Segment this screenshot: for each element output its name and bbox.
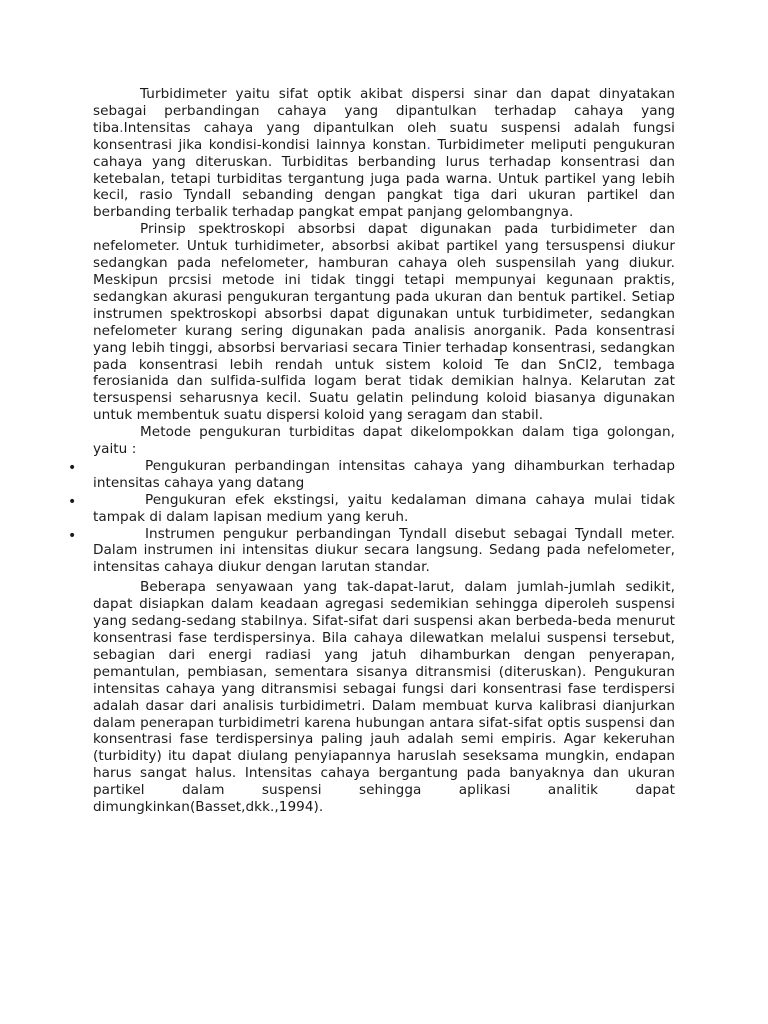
bullet-list: [68, 457, 675, 576]
list-item-text: Pengukuran perbandingan intensitas cahaya yang dihamburkan terhadap intensitas cahaya yang datang: [93, 457, 675, 491]
paragraph-insoluble-compounds: Beberapa senyawaan yang tak-dapat-larut, dalam jumlah-jumlah sedikit, dapat disiapkan dalam keadaan agregasi sedemikian sehingga diperoleh suspensi yang sedang-sedang stabilnya. Sifat-sifat dari suspensi akan berbeda-beda menurut konsentrasi fase terdispersinya. Bila cahaya dilewatkan melalui suspensi tersebut, sebagian dari energi radiasi yang jatuh dihamburkan dengan penyerapan, pemantulan, pembiasan, sementara sisanya ditransmisi (diteruskan). Pengukuran intensitas cahaya yang ditransmisi sebagai fungsi dari konsentrasi fase terdispersi adalah dasar dari analisis turbidimetri. Dalam membuat kurva kalibrasi dianjurkan dalam penerapan turbidimetri karena hubungan antara sifat-sifat optis suspensi dan konsentrasi fase terdispersinya paling jauh adalah semi empiris. Agar kekeruhan (turbidity) itu dapat diulang penyiapannya haruslah seseksama mungkin, endapan harus sangat halus. Intensitas cahaya bergantung pada banyaknya dan ukuran partikel dalam suspensi sehingga aplikasi analitik dapat dimungkinkan(Basset,dkk.,1994).: [93, 579, 675, 816]
paragraph-absorption-principle: Prinsip spektroskopi absorbsi dapat digunakan pada turbidimeter dan nefelometer. Untuk turhidimeter, absorbsi akibat partikel yang tersuspensi diukur sedangkan pada nefelometer, hamburan cahaya oleh suspensilah yang diukur. Meskipun prcsisi metode ini tidak tinggi tetapi mempunyai kegunaan praktis, sedangkan akurasi pengukuran tergantung pada ukuran dan bentuk partikel. Setiap instrumen spektroskopi absorbsi dapat digunakan untuk turbidimeter, sedangkan nefelometer kurang sering digunakan pada analisis anorganik. Pada konsentrasi yang lebih tinggi, absorbsi bervariasi secara Tinier terhadap konsentrasi, sedangkan pada konsentrasi lebih rendah untuk sistem koloid Te dan SnCl2, tembaga ferosianida dan sulfida-sulfida logam berat tidak demikian halnya. Kelarutan zat tersuspensi seharusnya kecil. Suatu gelatin pelindung koloid biasanya digunakan untuk membentuk suatu dispersi koloid yang seragam dan stabil.: [93, 221, 675, 424]
paragraph-method-groups: Metode pengukuran turbiditas dapat dikelompokkan dalam tiga golongan, yaitu :: [93, 424, 675, 458]
list-item: [68, 491, 675, 526]
list-item-text: Instrumen pengukur perbandingan Tyndall disebut sebagai Tyndall meter. Dalam instrumen ini intensitas diukur secara langsung. Sedang pada nefelometer, intensitas cahaya diukur dengan larutan standar.: [93, 525, 675, 576]
list-item: [68, 525, 675, 577]
bullet-icon: •: [68, 459, 77, 476]
bullet-icon: •: [68, 527, 77, 544]
bullet-icon: •: [68, 493, 77, 510]
paragraph-turbidimeter-definition: [93, 86, 675, 221]
list-item: [68, 457, 675, 492]
list-item-text: Pengukuran efek ekstingsi, yaitu kedalaman dimana cahaya mulai tidak tampak di dalam lapisan medium yang keruh.: [93, 491, 675, 525]
paragraph-text: Intensitas cahaya yang dipantulkan oleh suatu suspensi adalah fungsi konsentrasi jika kondisi-kondisi lainnya konstan: [93, 119, 675, 153]
paragraph-text: Turbidimeter yaitu sifat optik akibat dispersi sinar dan dapat dinyatakan sebagai perbandingan cahaya yang dipantulkan terhadap cahaya yang tiba: [93, 86, 675, 136]
paragraph-text: Turbidimeter meliputi pengukuran cahaya yang diteruskan. Turbiditas berbanding lurus terhadap konsentrasi dan ketebalan, tetapi turbiditas tergantung juga pada warna. Untuk partikel yang lebih kecil, rasio Tyndall sebanding dengan pangkat tiga dari ukuran partikel dan berbanding terbalik terhadap pangkat empat panjang gelombangnya.: [93, 136, 675, 221]
hyperlink-dot[interactable]: .: [119, 119, 124, 136]
hyperlink-dot[interactable]: .: [426, 136, 431, 153]
